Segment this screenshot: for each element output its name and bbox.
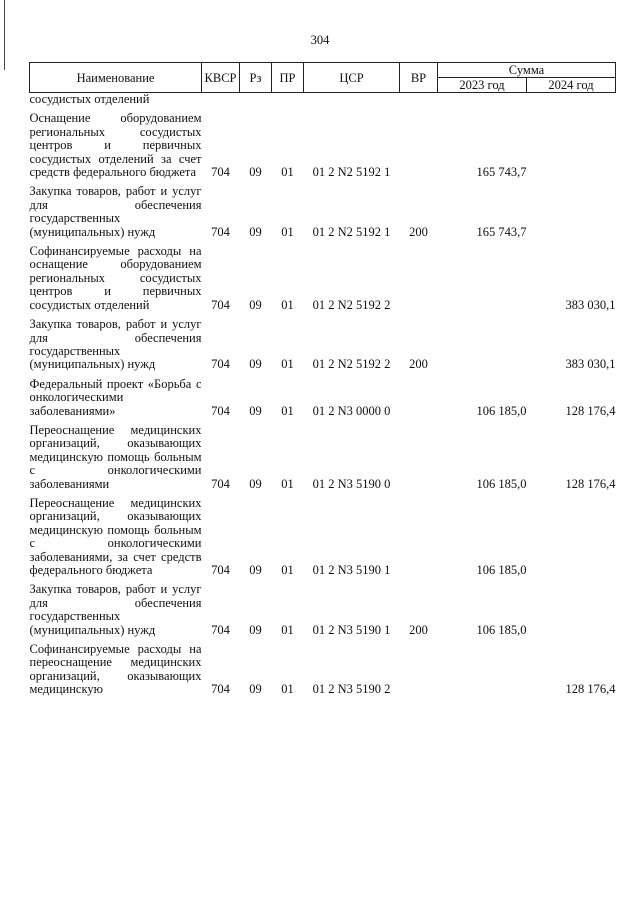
row-name: Переоснащение медицинских организаций, оказывающих медицинскую помощь больным с онкологическими заболеваниями, за счет средств федерального бюджета (29, 495, 202, 577)
table-row (30, 109, 616, 182)
row-vr (400, 494, 438, 580)
row-csr: 01 2 N2 5192 2 (312, 297, 391, 312)
row-sum-2024 (527, 109, 616, 182)
row-sum-2023: 106 185,0 (476, 403, 527, 418)
row-sum-2024: 128 176,4 (565, 476, 616, 491)
row-csr: 01 2 N2 5192 2 (312, 357, 391, 372)
row-name: Закупка товаров, работ и услуг для обеспечения государственных (муниципальных) нужд (29, 582, 202, 637)
row-name: Оснащение оборудованием региональных сосудистых центров и первичных сосудистых отделений за счет средств федерального бюджета (29, 111, 202, 180)
row-vr (400, 640, 438, 700)
row-sum-2024: 383 030,1 (565, 357, 616, 372)
page-number: 304 (310, 33, 330, 47)
row-vr: 200 (409, 622, 428, 637)
header-name: Наименование (30, 63, 202, 93)
row-sum-2024: 128 176,4 (565, 682, 616, 697)
row-sum-2024 (527, 93, 616, 110)
row-sum-2024 (527, 494, 616, 580)
row-name: Закупка товаров, работ и услуг для обеспечения государственных (муниципальных) нужд (29, 317, 202, 372)
row-rz: 09 (249, 682, 262, 697)
row-csr (304, 93, 400, 110)
header-csr: ЦСР (304, 63, 400, 93)
row-csr: 01 2 N2 5192 1 (312, 165, 391, 180)
row-sum-2024 (527, 182, 616, 242)
row-sum-2023: 106 185,0 (476, 563, 527, 577)
row-name: Закупка товаров, работ и услуг для обеспечения государственных (муниципальных) нужд (29, 184, 202, 239)
row-kvsr: 704 (211, 297, 230, 312)
table-row (30, 375, 616, 421)
row-vr (400, 93, 438, 110)
row-pr: 01 (281, 297, 294, 312)
table-row (30, 93, 616, 110)
row-sum-2023: 165 743,7 (476, 224, 527, 239)
header-kvsr: КВСР (202, 63, 240, 93)
header-year-2023: 2023 год (438, 78, 527, 93)
row-pr (272, 93, 304, 110)
row-pr: 01 (281, 682, 294, 697)
row-rz: 09 (249, 563, 262, 577)
row-sum-2023: 106 185,0 (476, 622, 527, 637)
row-vr (400, 375, 438, 421)
table-row (30, 315, 616, 375)
row-rz: 09 (249, 476, 262, 491)
row-csr: 01 2 N3 5190 2 (312, 682, 391, 697)
row-rz: 09 (249, 297, 262, 312)
row-name: Федеральный проект «Борьба с онкологическими заболеваниями» (29, 376, 202, 418)
row-rz: 09 (249, 403, 262, 418)
row-pr: 01 (281, 165, 294, 180)
row-sum-2023 (438, 93, 527, 110)
row-name: Софинансируемые расходы на переоснащение медицинских организаций, оказывающих медицинскую (29, 642, 202, 697)
row-kvsr (202, 93, 240, 110)
row-kvsr: 704 (211, 165, 230, 180)
table-body (30, 93, 616, 700)
row-rz: 09 (249, 357, 262, 372)
table-row (30, 242, 616, 315)
header-sum: Сумма (438, 63, 616, 78)
row-kvsr: 704 (211, 563, 230, 577)
row-csr: 01 2 N2 5192 1 (312, 224, 391, 239)
row-kvsr: 704 (211, 622, 230, 637)
row-name: Переоснащение медицинских организаций, оказывающих медицинскую помощь больным с онкологическими заболеваниями (29, 422, 202, 491)
row-rz (240, 93, 272, 110)
row-pr: 01 (281, 476, 294, 491)
budget-table (29, 62, 616, 700)
row-vr (400, 242, 438, 315)
row-sum-2023: 165 743,7 (476, 165, 527, 180)
header-year-2024: 2024 год (527, 78, 616, 93)
table-row (30, 182, 616, 242)
row-kvsr: 704 (211, 476, 230, 491)
row-rz: 09 (249, 622, 262, 637)
row-sum-2023: 106 185,0 (476, 476, 527, 491)
row-vr (400, 421, 438, 494)
row-sum-2024: 128 176,4 (565, 403, 616, 418)
table-header (30, 63, 616, 93)
row-vr (400, 109, 438, 182)
row-kvsr: 704 (211, 682, 230, 697)
row-name: Софинансируемые расходы на оснащение оборудованием региональных сосудистых центров и первичных сосудистых отделений (29, 244, 202, 312)
row-pr: 01 (281, 622, 294, 637)
row-sum-2024 (527, 580, 616, 640)
header-rz: Рз (240, 63, 272, 93)
row-kvsr: 704 (211, 357, 230, 372)
row-name: сосудистых отделений (29, 92, 150, 106)
row-sum-2023 (438, 315, 527, 375)
row-vr: 200 (409, 357, 428, 372)
row-csr: 01 2 N3 5190 1 (312, 563, 391, 577)
row-kvsr: 704 (211, 224, 230, 239)
row-pr: 01 (281, 403, 294, 418)
row-sum-2023 (438, 242, 527, 315)
header-vr: ВР (400, 63, 438, 93)
row-pr: 01 (281, 224, 294, 239)
row-kvsr: 704 (211, 403, 230, 418)
row-csr: 01 2 N3 0000 0 (312, 403, 391, 418)
row-csr: 01 2 N3 5190 1 (312, 622, 391, 637)
table-row (30, 640, 616, 700)
row-rz: 09 (249, 165, 262, 180)
table-row (30, 421, 616, 494)
row-sum-2023 (438, 640, 527, 700)
row-pr: 01 (281, 563, 294, 577)
row-csr: 01 2 N3 5190 0 (312, 476, 391, 491)
row-sum-2024: 383 030,1 (565, 297, 616, 312)
row-pr: 01 (281, 357, 294, 372)
header-pr: ПР (272, 63, 304, 93)
table-row (30, 494, 616, 580)
row-rz: 09 (249, 224, 262, 239)
row-vr: 200 (409, 224, 428, 239)
table-row (30, 580, 616, 640)
